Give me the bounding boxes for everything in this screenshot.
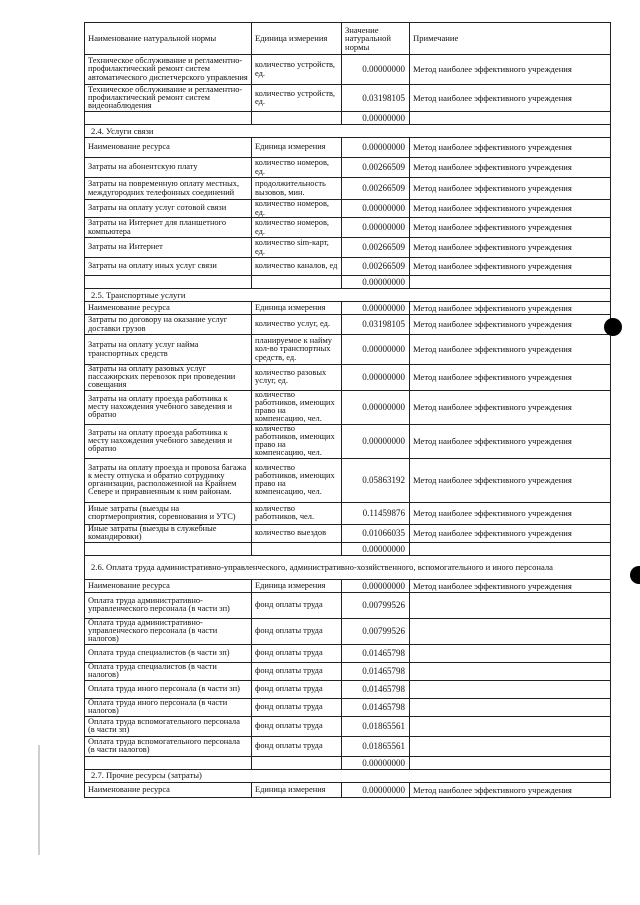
value-cell: 0.00799526 (342, 618, 410, 644)
unit-cell: количество sim-карт, ед. (252, 238, 342, 258)
table-row (85, 424, 611, 458)
table-row (85, 335, 611, 365)
value-cell: 0.01066035 (342, 524, 410, 542)
value-cell: 0.05863192 (342, 458, 410, 502)
note-cell (410, 698, 611, 716)
section-title-row (85, 125, 611, 138)
unit-cell: количество работников, имеющих право на компенсацию, чел. (252, 390, 342, 424)
note-cell (410, 736, 611, 756)
value-cell: 0.00000000 (342, 542, 410, 555)
header-value: Значение натуральной нормы (342, 23, 410, 55)
unit-cell (252, 112, 342, 125)
value-cell: 0.00000000 (342, 55, 410, 85)
table-row (85, 258, 611, 276)
note-cell: Метод наиболее эффективного учреждения (410, 85, 611, 112)
value-cell: 0.00266509 (342, 258, 410, 276)
value-cell: 0.00266509 (342, 238, 410, 258)
note-cell: Метод наиболее эффективного учреждения (410, 390, 611, 424)
note-cell: Метод наиболее эффективного учреждения (410, 782, 611, 797)
name-cell (85, 276, 252, 289)
table-row (85, 716, 611, 736)
section-title-row (85, 769, 611, 782)
name-cell: Техническое обслуживание и регламентно-профилактический ремонт систем автоматического диспетчерского управления (85, 55, 252, 85)
table-row (85, 218, 611, 238)
table-row (85, 644, 611, 662)
value-cell: 0.00266509 (342, 178, 410, 200)
header-row (85, 23, 611, 55)
header-unit: Единица измерения (252, 23, 342, 55)
name-cell: Затраты на повременную оплату местных, междугородних телефонных соединений (85, 178, 252, 200)
note-cell (410, 112, 611, 125)
name-cell: Оплата труда вспомогательного персонала (в части налогов) (85, 736, 252, 756)
table-row (85, 618, 611, 644)
table-row (85, 55, 611, 85)
name-cell: Затраты на оплату разовых услуг пассажирских перевозок при проведении совещания (85, 365, 252, 391)
value-cell: 0.00000000 (342, 365, 410, 391)
value-cell: 0.00000000 (342, 579, 410, 592)
note-cell: Метод наиболее эффективного учреждения (410, 218, 611, 238)
note-cell: Метод наиболее эффективного учреждения (410, 178, 611, 200)
header-note: Примечание (410, 23, 611, 55)
unit-cell (252, 542, 342, 555)
note-cell (410, 756, 611, 769)
value-cell: 0.00000000 (342, 782, 410, 797)
table-row (85, 524, 611, 542)
value-cell: 0.00000000 (342, 112, 410, 125)
table-row (85, 200, 611, 218)
name-cell (85, 112, 252, 125)
table-row (85, 662, 611, 680)
name-cell: Оплата труда специалистов (в части налогов) (85, 662, 252, 680)
note-cell: Метод наиболее эффективного учреждения (410, 315, 611, 335)
name-cell: Техническое обслуживание и регламентно-профилактический ремонт систем видеонаблюдения (85, 85, 252, 112)
name-cell (85, 542, 252, 555)
unit-cell: количество номеров, ед. (252, 158, 342, 178)
section-total-row (85, 276, 611, 289)
value-cell: 0.01465798 (342, 698, 410, 716)
note-cell: Метод наиболее эффективного учреждения (410, 238, 611, 258)
unit-cell: количество услуг, ед. (252, 315, 342, 335)
section-title: 2.6. Оплата труда административно-управленческого, административно-хозяйственного, вспомогательного и иного персонала (85, 555, 611, 579)
table-row (85, 390, 611, 424)
unit-cell: фонд оплаты труда (252, 618, 342, 644)
value-cell: 0.00000000 (342, 424, 410, 458)
name-cell: Затраты на Интернет (85, 238, 252, 258)
norms-table-body (85, 23, 611, 798)
table-row (85, 365, 611, 391)
value-cell: 0.00799526 (342, 592, 410, 618)
table-row (85, 158, 611, 178)
value-cell: 0.00000000 (342, 200, 410, 218)
table-row (85, 315, 611, 335)
table-row (85, 85, 611, 112)
note-cell: Метод наиболее эффективного учреждения (410, 200, 611, 218)
note-cell (410, 662, 611, 680)
unit-cell: фонд оплаты труда (252, 680, 342, 698)
note-cell (410, 644, 611, 662)
unit-cell: количество устройств, ед. (252, 55, 342, 85)
section-title-row (85, 555, 611, 579)
name-cell: Затраты на оплату проезда и провоза багажа к месту отпуска и обратно сотруднику организации, расположенной на Крайнем Севере и приравненным к ним районам. (85, 458, 252, 502)
name-cell: Оплата труда административно-управленческого персонала (в части налогов) (85, 618, 252, 644)
unit-cell: количество разовых услуг, ед. (252, 365, 342, 391)
section-title: 2.5. Транспортные услуги (85, 289, 611, 302)
value-cell: 0.00000000 (342, 302, 410, 315)
note-cell: Метод наиболее эффективного учреждения (410, 502, 611, 524)
value-cell: 0.00000000 (342, 756, 410, 769)
name-cell: Затраты на оплату иных услуг связи (85, 258, 252, 276)
value-cell: 0.00000000 (342, 390, 410, 424)
section-title: 2.4. Услуги связи (85, 125, 611, 138)
note-cell: Метод наиболее эффективного учреждения (410, 365, 611, 391)
name-cell: Наименование ресурса (85, 138, 252, 158)
unit-cell: фонд оплаты труда (252, 592, 342, 618)
punch-hole-marker (630, 566, 640, 584)
name-cell: Оплата труда специалистов (в части зп) (85, 644, 252, 662)
unit-cell (252, 756, 342, 769)
value-cell: 0.00266509 (342, 158, 410, 178)
section-total-row (85, 112, 611, 125)
unit-cell: Единица измерения (252, 579, 342, 592)
note-cell: Метод наиболее эффективного учреждения (410, 424, 611, 458)
table-row (85, 302, 611, 315)
value-cell: 0.01865561 (342, 736, 410, 756)
name-cell: Затраты на оплату услуг найма транспортных средств (85, 335, 252, 365)
value-cell: 0.00000000 (342, 138, 410, 158)
punch-hole-marker (604, 318, 622, 336)
table-row (85, 458, 611, 502)
table-row (85, 138, 611, 158)
name-cell: Оплата труда вспомогательного персонала (в части зп) (85, 716, 252, 736)
section-title-row (85, 289, 611, 302)
note-cell: Метод наиболее эффективного учреждения (410, 158, 611, 178)
table-row (85, 238, 611, 258)
value-cell: 0.01465798 (342, 644, 410, 662)
note-cell: Метод наиболее эффективного учреждения (410, 524, 611, 542)
name-cell: Наименование ресурса (85, 782, 252, 797)
name-cell: Затраты по договору на оказание услуг доставки грузов (85, 315, 252, 335)
unit-cell: фонд оплаты труда (252, 644, 342, 662)
note-cell: Метод наиболее эффективного учреждения (410, 579, 611, 592)
note-cell (410, 592, 611, 618)
name-cell: Иные затраты (выезды в служебные командировки) (85, 524, 252, 542)
unit-cell: Единица измерения (252, 138, 342, 158)
table-row (85, 178, 611, 200)
name-cell: Затраты на абонентскую плату (85, 158, 252, 178)
norms-table (84, 22, 611, 798)
table-row (85, 502, 611, 524)
value-cell: 0.00000000 (342, 335, 410, 365)
unit-cell: фонд оплаты труда (252, 662, 342, 680)
section-total-row (85, 756, 611, 769)
unit-cell: количество каналов, ед (252, 258, 342, 276)
unit-cell: количество работников, имеющих право на компенсацию, чел. (252, 458, 342, 502)
unit-cell: количество номеров, ед. (252, 218, 342, 238)
note-cell: Метод наиболее эффективного учреждения (410, 458, 611, 502)
note-cell (410, 618, 611, 644)
note-cell: Метод наиболее эффективного учреждения (410, 335, 611, 365)
note-cell: Метод наиболее эффективного учреждения (410, 258, 611, 276)
section-title: 2.7. Прочие ресурсы (затраты) (85, 769, 611, 782)
value-cell: 0.01465798 (342, 680, 410, 698)
name-cell (85, 756, 252, 769)
name-cell: Затраты на оплату проезда работника к месту нахождения учебного заведения и обратно (85, 424, 252, 458)
unit-cell: Единица измерения (252, 302, 342, 315)
name-cell: Иные затраты (выезды на спортмероприятия, соревнования и УТС) (85, 502, 252, 524)
unit-cell (252, 276, 342, 289)
table-row (85, 579, 611, 592)
section-total-row (85, 542, 611, 555)
unit-cell: фонд оплаты труда (252, 716, 342, 736)
name-cell: Оплата труда иного персонала (в части налогов) (85, 698, 252, 716)
name-cell: Затраты на Интернет для планшетного компьютера (85, 218, 252, 238)
value-cell: 0.11459876 (342, 502, 410, 524)
table-row (85, 592, 611, 618)
table-row (85, 698, 611, 716)
header-name: Наименование натуральной нормы (85, 23, 252, 55)
unit-cell: продолжительность вызовов, мин. (252, 178, 342, 200)
note-cell (410, 542, 611, 555)
table-row (85, 782, 611, 797)
name-cell: Затраты на оплату проезда работника к месту нахождения учебного заведения и обратно (85, 390, 252, 424)
note-cell (410, 276, 611, 289)
unit-cell: фонд оплаты труда (252, 698, 342, 716)
unit-cell: количество работников, имеющих право на компенсацию, чел. (252, 424, 342, 458)
note-cell: Метод наиболее эффективного учреждения (410, 138, 611, 158)
value-cell: 0.01865561 (342, 716, 410, 736)
name-cell: Затраты на оплату услуг сотовой связи (85, 200, 252, 218)
name-cell: Наименование ресурса (85, 302, 252, 315)
value-cell: 0.01465798 (342, 662, 410, 680)
name-cell: Наименование ресурса (85, 579, 252, 592)
note-cell (410, 680, 611, 698)
table-row (85, 736, 611, 756)
page-edge-shadow (38, 745, 40, 855)
unit-cell: Единица измерения (252, 782, 342, 797)
value-cell: 0.00000000 (342, 218, 410, 238)
unit-cell: количество выездов (252, 524, 342, 542)
unit-cell: фонд оплаты труда (252, 736, 342, 756)
value-cell: 0.03198105 (342, 315, 410, 335)
value-cell: 0.00000000 (342, 276, 410, 289)
unit-cell: планируемое к найму кол-во транспортных средств, ед. (252, 335, 342, 365)
value-cell: 0.03198105 (342, 85, 410, 112)
table-row (85, 680, 611, 698)
note-cell (410, 716, 611, 736)
unit-cell: количество номеров, ед. (252, 200, 342, 218)
unit-cell: количество работников, чел. (252, 502, 342, 524)
name-cell: Оплата труда административно-управленческого персонала (в части зп) (85, 592, 252, 618)
unit-cell: количество устройств, ед. (252, 85, 342, 112)
name-cell: Оплата труда иного персонала (в части зп) (85, 680, 252, 698)
note-cell: Метод наиболее эффективного учреждения (410, 302, 611, 315)
note-cell: Метод наиболее эффективного учреждения (410, 55, 611, 85)
